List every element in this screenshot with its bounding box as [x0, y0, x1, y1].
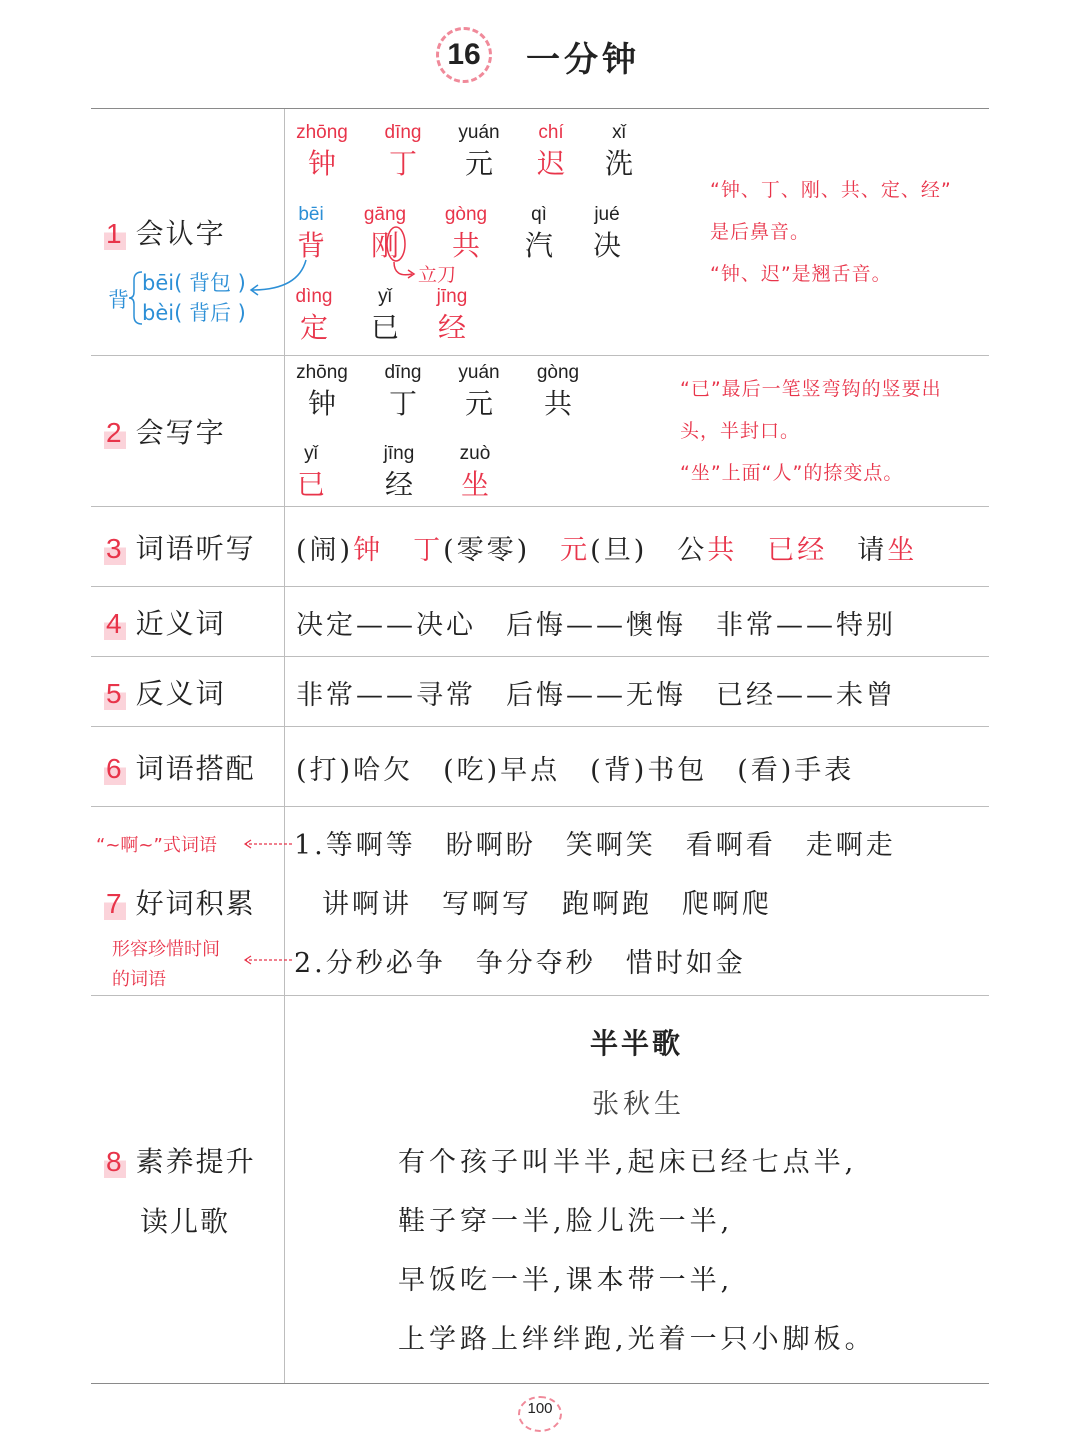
- hanzi: 钟: [307, 387, 336, 420]
- char-cell: [523, 360, 593, 422]
- char-cell: [516, 120, 586, 182]
- hanzi: 已: [296, 468, 325, 501]
- section-8-subtitle: 读儿歌: [140, 1205, 231, 1238]
- dictation-row: [296, 528, 917, 567]
- page-title: 一分钟: [526, 40, 640, 80]
- pinyin: chí: [538, 122, 564, 143]
- synonym-pair: 非常——特别: [716, 610, 896, 641]
- word: 爬啊爬: [682, 889, 772, 920]
- section-title: 词语听写: [135, 532, 256, 565]
- char-cell: [368, 360, 438, 422]
- pinyin: gāng: [363, 204, 407, 225]
- synonym-pair: 后悔——懊悔: [506, 610, 686, 641]
- good-words-note-2b: 的词语: [112, 969, 166, 990]
- pinyin: jīng: [436, 286, 468, 307]
- section-number: 5: [106, 678, 124, 709]
- pinyin: zuò: [459, 443, 491, 464]
- char-cell: [350, 284, 420, 346]
- char-cell: [364, 441, 434, 503]
- poem-title: 半半歌: [590, 1027, 684, 1060]
- collocation: (看)手表: [737, 755, 855, 786]
- char-cell: [276, 441, 346, 503]
- good-words-line-3: [294, 941, 746, 980]
- note-arrow-2: [242, 952, 294, 968]
- char-cell: [287, 360, 357, 422]
- char-cell: [287, 120, 357, 182]
- word: 讲啊讲: [322, 889, 412, 920]
- pinyin: yuán: [458, 122, 500, 143]
- pinyin: xǐ: [612, 122, 626, 143]
- pinyin: yǐ: [304, 443, 318, 464]
- section-3-label: [104, 527, 256, 567]
- section-number: 1: [106, 218, 124, 249]
- collocation: (背)书包: [590, 755, 708, 786]
- pinyin: dīng: [384, 362, 422, 383]
- word-part: 公: [677, 535, 708, 566]
- divider-bottom: [91, 1383, 989, 1384]
- hanzi: 元: [464, 387, 493, 420]
- poem-author: 张秋生: [592, 1089, 685, 1120]
- section-title: 素养提升: [135, 1145, 256, 1178]
- char-cell: [444, 360, 514, 422]
- word-part: 元: [560, 535, 591, 566]
- divider-top: [91, 108, 989, 109]
- polyphone-reading-1: bēi( 背包 ): [142, 271, 246, 295]
- page-number: 100: [518, 1396, 562, 1432]
- pinyin: qì: [531, 204, 547, 225]
- word: 盼啊盼: [445, 830, 536, 861]
- hanzi: 刚: [370, 229, 399, 262]
- word: 看啊看: [685, 830, 776, 861]
- section-number: 4: [106, 608, 124, 639]
- word: 跑啊跑: [562, 889, 652, 920]
- polyphone-arrow: [244, 256, 314, 300]
- polyphone-reading-2: bèi( 背后 ): [142, 301, 246, 325]
- poem-line-1: 有个孩子叫半半,起床已经七点半,: [398, 1147, 858, 1178]
- section-title: 反义词: [135, 677, 226, 710]
- radical-note: 立刀: [418, 264, 457, 286]
- pinyin: zhōng: [296, 362, 348, 383]
- synonym-pair: 决定——决心: [296, 610, 476, 641]
- char-cell: [276, 202, 346, 264]
- poem-line-2: 鞋子穿一半,脸儿洗一半,: [398, 1206, 734, 1237]
- section-4-label: [104, 602, 226, 642]
- word-part: 共: [707, 535, 738, 566]
- recognize-note-1: “钟、丁、刚、共、定、经”: [710, 179, 952, 201]
- collocation: (吃)早点: [443, 755, 561, 786]
- word-part: (零零): [443, 535, 531, 566]
- pinyin: gòng: [444, 204, 488, 225]
- word-part: 钟: [353, 535, 384, 566]
- section-title: 好词积累: [135, 887, 256, 920]
- antonym-pair: 非常——寻常: [296, 680, 476, 711]
- hanzi: 迟: [536, 147, 565, 180]
- poem-line-4: 上学路上绊绊跑,光着一只小脚板。: [398, 1324, 876, 1355]
- hanzi: 经: [384, 468, 413, 501]
- divider-7: [91, 995, 989, 996]
- pinyin: jué: [594, 204, 620, 225]
- write-note-2: 头，半封口。: [680, 420, 801, 442]
- good-words-line-2: [322, 882, 772, 921]
- word-part: 请: [857, 535, 888, 566]
- section-number: 7: [106, 888, 124, 919]
- word: 惜时如金: [625, 948, 746, 979]
- synonyms-row: [296, 603, 896, 642]
- pinyin: dìng: [295, 286, 333, 307]
- good-words-line-1: [294, 823, 896, 862]
- good-words-note-1: “~啊~”式词语: [96, 835, 217, 856]
- pinyin: gòng: [536, 362, 580, 383]
- char-cell: [444, 120, 514, 182]
- hanzi: 元: [464, 147, 493, 180]
- char-cell: [417, 284, 487, 346]
- word: 2.分秒必争: [294, 948, 446, 979]
- section-5-label: [104, 672, 226, 712]
- write-note-3: “坐”上面“人”的捺变点。: [680, 462, 904, 484]
- write-note-1: “已”最后一笔竖弯钩的竖要出: [680, 378, 942, 400]
- divider-2: [91, 506, 989, 507]
- section-1-label: [104, 212, 226, 252]
- pinyin: yǐ: [378, 286, 392, 307]
- good-words-note-2a: 形容珍惜时间: [112, 939, 220, 960]
- word-part: 丁: [413, 535, 444, 566]
- hanzi: 共: [543, 387, 572, 420]
- pinyin: dīng: [384, 122, 422, 143]
- section-number: 6: [106, 753, 124, 784]
- word-part: 已经: [767, 535, 828, 566]
- char-cell: [368, 120, 438, 182]
- section-number: 2: [106, 417, 124, 448]
- divider-4: [91, 656, 989, 657]
- section-title: 会写字: [135, 416, 226, 449]
- section-title: 近义词: [135, 607, 226, 640]
- hanzi: 丁: [388, 147, 417, 180]
- recognize-note-3: “钟、迟”是翘舌音。: [710, 263, 892, 285]
- hanzi: 共: [451, 229, 480, 262]
- lesson-number-badge: 16: [436, 27, 492, 83]
- word-part: 坐: [887, 535, 918, 566]
- note-arrow-1: [242, 836, 294, 852]
- collocation: (打)哈欠: [296, 755, 414, 786]
- word: 写啊写: [442, 889, 532, 920]
- divider-3: [91, 586, 989, 587]
- antonym-pair: 后悔——无悔: [506, 680, 686, 711]
- hanzi: 坐: [460, 468, 489, 501]
- polyphone-char: 背: [108, 288, 129, 312]
- section-number: 3: [106, 533, 124, 564]
- char-cell: [440, 441, 510, 503]
- section-6-label: [104, 747, 256, 787]
- divider-1: [91, 355, 989, 356]
- hanzi: 洗: [604, 147, 633, 180]
- word: 争分夺秒: [475, 948, 596, 979]
- section-8-label: [104, 1140, 256, 1180]
- char-cell: [584, 120, 654, 182]
- word-part: (旦): [590, 535, 648, 566]
- pinyin: jīng: [383, 443, 415, 464]
- divider-5: [91, 726, 989, 727]
- word: 走啊走: [805, 830, 896, 861]
- hanzi: 经: [437, 311, 466, 344]
- pinyin: yuán: [458, 362, 500, 383]
- char-cell: [504, 202, 574, 264]
- poem-line-3: 早饭吃一半,课本带一半,: [398, 1265, 734, 1296]
- pinyin: bēi: [298, 204, 324, 225]
- section-title: 词语搭配: [135, 752, 256, 785]
- hanzi: 背: [296, 229, 325, 262]
- word: 1.等啊等: [294, 830, 416, 861]
- section-2-label: [104, 411, 226, 451]
- recognize-note-2: 是后鼻音。: [710, 221, 811, 243]
- pinyin: zhōng: [296, 122, 348, 143]
- hanzi: 丁: [388, 387, 417, 420]
- hanzi: 定: [299, 311, 328, 344]
- collocations-row: [296, 748, 854, 787]
- hanzi: 钟: [307, 147, 336, 180]
- word-part: (闹): [296, 535, 354, 566]
- hanzi: 汽: [524, 229, 553, 262]
- word: 笑啊笑: [565, 830, 656, 861]
- section-number: 8: [106, 1146, 124, 1177]
- hanzi: 已: [370, 311, 399, 344]
- section-7-label: [104, 882, 256, 922]
- section-title: 会认字: [135, 217, 226, 250]
- antonyms-row: [296, 673, 896, 712]
- antonym-pair: 已经——未曾: [716, 680, 896, 711]
- divider-6: [91, 806, 989, 807]
- char-cell: [572, 202, 642, 264]
- hanzi: 决: [592, 229, 621, 262]
